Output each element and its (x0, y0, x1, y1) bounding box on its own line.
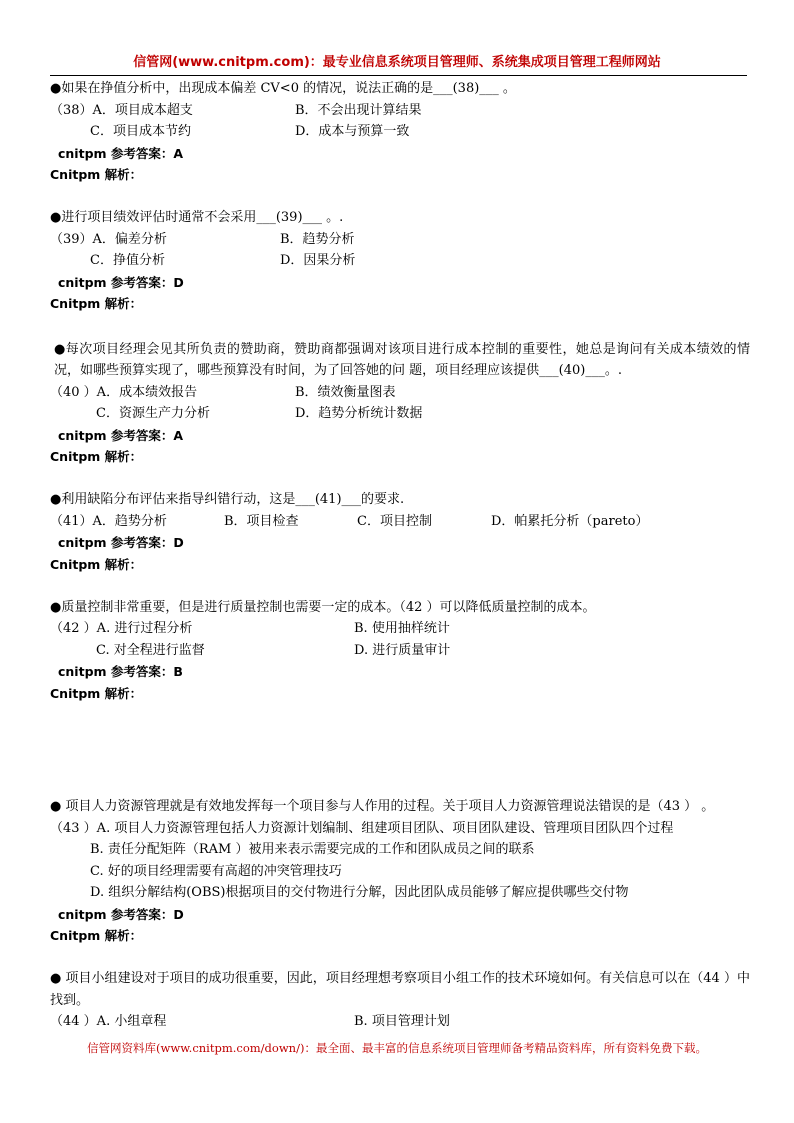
analysis: Cnitpm 解析： (50, 928, 143, 943)
options-row (50, 618, 750, 640)
analysis: Cnitpm 解析： (50, 167, 143, 182)
answer: cnitpm 参考答案：B (58, 664, 183, 679)
option-d: D．成本与预算一致 (295, 124, 410, 139)
options-row (50, 1011, 750, 1033)
question-stem: ●如果在挣值分析中，出现成本偏差 CV<0 的情况，说法正确的是___(38)___ 。 (50, 81, 516, 96)
options-row (50, 250, 750, 272)
question-stem: ●每次项目经理会见其所负责的赞助商，赞助商都强调对该项目进行成本控制的重要性，她总是询问有关成本绩效的情况，如哪些预算实现了，哪些预算没有时间，为了回答她的问 题，项目经理应该提供___(40)___。. (54, 341, 750, 378)
question-42 (50, 597, 750, 705)
answer: cnitpm 参考答案：D (58, 274, 184, 290)
option-b: B．项目检查 (224, 513, 299, 529)
question-38 (50, 78, 750, 186)
option-c: C. 好的项目经理需要有高超的冲突管理技巧 (90, 863, 342, 879)
question-stem: ● 项目小组建设对于项目的成功很重要，因此，项目经理想考察项目小组工作的技术环境如何。有关信息可以在（44 ）中找到。 (50, 971, 750, 1008)
option-c: C．项目控制 (357, 513, 432, 529)
answer: cnitpm 参考答案：A (58, 427, 184, 443)
options-row (50, 382, 750, 404)
question-43 (50, 796, 750, 947)
option-b: B. 使用抽样统计 (354, 621, 450, 636)
option-d: D. 组织分解结构(OBS)根据项目的交付物进行分解，因此团队成员能够了解应提供哪些交付物 (90, 885, 629, 900)
option-a: （42 ）A. 进行过程分析 (50, 621, 193, 636)
answer: cnitpm 参考答案：D (58, 906, 184, 922)
option-c: C. 对全程进行监督 (96, 642, 205, 658)
analysis: Cnitpm 解析： (50, 556, 143, 572)
page-footer: 信管网资料库(www.cnitpm.com/down/)：最全面、最丰富的信息系统项目管理师备考精品资料库，所有资料免费下载。 (87, 1041, 707, 1055)
question-stem: ●质量控制非常重要，但是进行质量控制也需要一定的成本。（42 ）可以降低质量控制的成本。 (50, 599, 596, 615)
options-row (50, 640, 750, 662)
option-b: B. 项目管理计划 (354, 1014, 450, 1029)
option-a: （38）A．项目成本超支 (50, 102, 193, 118)
option-b: B．绩效衡量图表 (295, 384, 396, 400)
question-40 (50, 339, 750, 468)
option-b: B．趋势分析 (280, 231, 355, 247)
question-41 (50, 489, 750, 575)
option-a: （40 ）A．成本绩效报告 (50, 384, 198, 400)
option-a: （44 ）A. 小组章程 (50, 1014, 167, 1029)
analysis: Cnitpm 解析： (50, 449, 143, 464)
answer: cnitpm 参考答案：D (58, 535, 184, 550)
option-d: D．趋势分析统计数据 (295, 406, 423, 421)
question-stem: ● 项目人力资源管理就是有效地发挥每一个项目参与人作用的过程。关于项目人力资源管理说法错误的是（43 ） 。 (50, 799, 715, 814)
question-44 (50, 968, 750, 1033)
document-body (50, 78, 750, 1033)
analysis: Cnitpm 解析： (50, 685, 143, 701)
page-header: 信管网(www.cnitpm.com)：最专业信息系统项目管理师、系统集成项目管理工程师网站 (133, 55, 661, 70)
analysis: Cnitpm 解析： (50, 296, 143, 311)
option-b: B. 责任分配矩阵（RAM ）被用来表示需要完成的工作和团队成员之间的联系 (90, 842, 535, 857)
option-c: C．项目成本节约 (90, 124, 191, 139)
option-c: C．挣值分析 (90, 253, 165, 268)
options-row (50, 403, 750, 425)
question-stem: ●利用缺陷分布评估来指导纠错行动，这是___(41)___的要求. (50, 492, 405, 507)
option-a: （43 ）A. 项目人力资源管理包括人力资源计划编制、组建项目团队、项目团队建设、管理项目团队四个过程 (50, 820, 674, 836)
question-39 (50, 207, 750, 315)
options-row (50, 229, 750, 251)
question-stem: ●进行项目绩效评估时通常不会采用___(39)___ 。. (50, 210, 344, 225)
option-d: D．因果分析 (280, 253, 356, 268)
answer: cnitpm 参考答案：A (58, 145, 184, 161)
option-a: （39）A．偏差分析 (50, 231, 167, 247)
option-c: C．资源生产力分析 (96, 406, 210, 421)
option-a: （41）A．趋势分析 (50, 513, 167, 529)
header-divider (50, 75, 747, 76)
option-d: D．帕累托分析（pareto） (491, 513, 649, 529)
option-b: B．不会出现计算结果 (295, 102, 422, 118)
option-d: D. 进行质量审计 (354, 642, 451, 658)
options-row (50, 100, 750, 122)
options-row (50, 511, 750, 533)
options-row (50, 121, 750, 143)
